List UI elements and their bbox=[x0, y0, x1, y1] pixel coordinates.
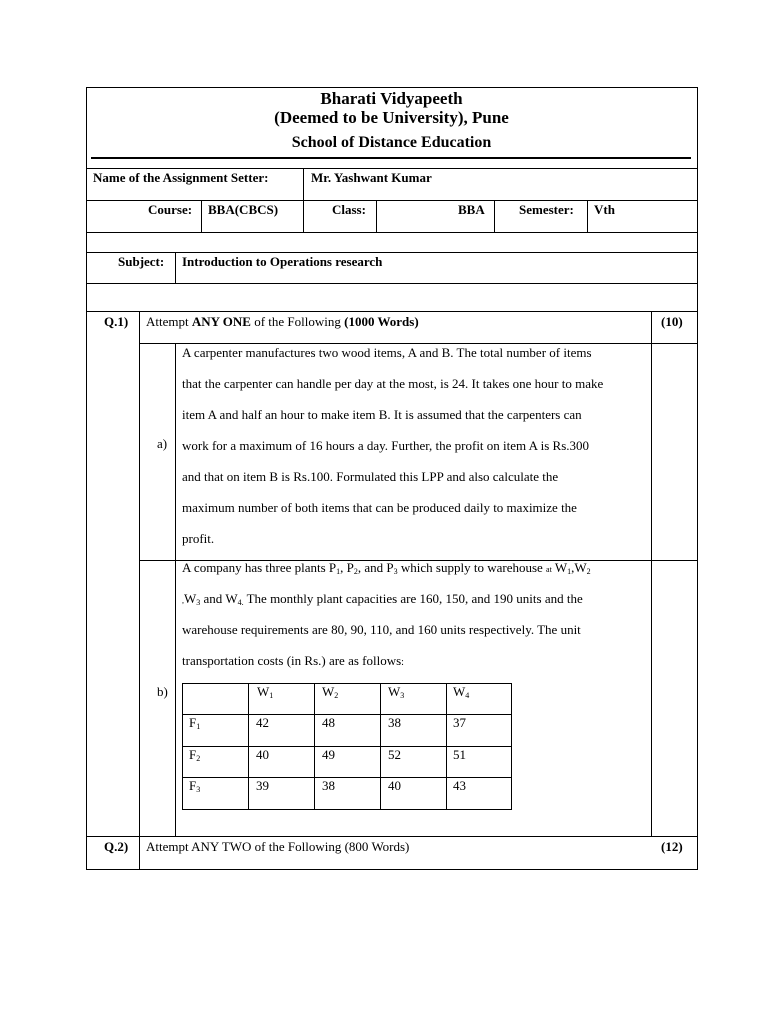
setter-label: Name of the Assignment Setter: bbox=[93, 170, 269, 185]
rule-course-v4 bbox=[587, 200, 588, 233]
q1a-label: a) bbox=[157, 436, 168, 451]
subject-label: Subject: bbox=[118, 254, 165, 269]
course-value: BBA(CBCS) bbox=[208, 202, 279, 217]
table-cell: 40 bbox=[388, 778, 401, 793]
table-cell: 38 bbox=[388, 715, 401, 730]
table-cell: 40 bbox=[256, 747, 269, 762]
semester-value: Vth bbox=[594, 202, 615, 217]
rule-qb-bottom bbox=[86, 836, 698, 837]
rule-header-bottom bbox=[86, 168, 698, 169]
q1-instruction-prefix: Attempt bbox=[146, 314, 192, 329]
table-row-label: $F_1$ bbox=[189, 715, 201, 731]
q2-number: Q.2) bbox=[104, 839, 129, 854]
q1-instruction-any: ANY ONE bbox=[191, 314, 251, 329]
q1b-line-2: $,W_3$ and $W_{4.}$ The monthly plant capacities are 160, 150, and 190 units and the bbox=[182, 591, 583, 607]
rule-blank2-bottom bbox=[86, 311, 698, 312]
table-cell: 43 bbox=[453, 778, 466, 793]
subject-value: Introduction to Operations research bbox=[182, 254, 383, 269]
table-cell: 38 bbox=[322, 778, 335, 793]
rule-subject-split bbox=[175, 252, 176, 284]
table-cell: 52 bbox=[388, 747, 401, 762]
q1-marks: (10) bbox=[661, 314, 683, 329]
frame-left bbox=[86, 87, 87, 870]
q1a-line: A carpenter manufactures two wood items, A and B. The total number of items bbox=[182, 345, 592, 360]
setter-name: Mr. Yashwant Kumar bbox=[311, 170, 432, 185]
q1a-line: that the carpenter can handle per day at the most, is 24. It takes one hour to make bbox=[182, 376, 604, 391]
table-cell: 48 bbox=[322, 715, 335, 730]
table-cell: 49 bbox=[322, 747, 335, 762]
semester-label: Semester: bbox=[519, 202, 574, 217]
class-label: Class: bbox=[332, 202, 366, 217]
q1b-line-4: transportation costs (in Rs.) are as follows: bbox=[182, 653, 404, 668]
cost-table-rule bbox=[314, 683, 315, 810]
institution-title: Bharati Vidyapeeth bbox=[320, 89, 463, 108]
table-header-cell: $W_1$ bbox=[257, 684, 274, 700]
q1-instruction bbox=[146, 314, 419, 330]
rule-blank1-bottom bbox=[86, 252, 698, 253]
rule-subject-bottom bbox=[86, 283, 698, 284]
cost-table bbox=[182, 683, 513, 810]
course-label: Course: bbox=[148, 202, 193, 217]
table-cell: 42 bbox=[256, 715, 269, 730]
rule-course-v3 bbox=[494, 200, 495, 233]
q1a-line: and that on item B is Rs.100. Formulated this LPP and also calculate the bbox=[182, 469, 559, 484]
table-cell: 51 bbox=[453, 747, 466, 762]
rule-sub-col bbox=[175, 343, 176, 837]
cost-table-rule bbox=[182, 809, 512, 810]
rule-setter-split bbox=[303, 168, 304, 233]
q1b-line-3: warehouse requirements are 80, 90, 110, and 160 units respectively. The unit bbox=[182, 622, 581, 637]
frame-right bbox=[697, 87, 698, 870]
q1a-line: maximum number of both items that can be produced daily to maximize the bbox=[182, 500, 577, 515]
rule-course-bottom bbox=[86, 232, 698, 233]
q1-instruction-words: (1000 Words) bbox=[344, 314, 419, 329]
cost-table-rule bbox=[182, 683, 183, 810]
header-rule bbox=[91, 157, 691, 159]
cost-table-rule bbox=[248, 683, 249, 810]
rule-setter-bottom bbox=[86, 200, 698, 201]
table-header-cell: $W_3$ bbox=[388, 684, 405, 700]
university-title: (Deemed to be University), Pune bbox=[274, 108, 509, 127]
rule-course-v2 bbox=[376, 200, 377, 233]
frame-bottom bbox=[86, 869, 698, 870]
table-cell: 39 bbox=[256, 778, 269, 793]
school-title: School of Distance Education bbox=[291, 134, 492, 151]
table-header-cell: $W_2$ bbox=[322, 684, 339, 700]
q1a-line: work for a maximum of 16 hours a day. Further, the profit on item A is Rs.300 bbox=[182, 438, 589, 453]
cost-table-rule bbox=[380, 683, 381, 810]
q2-marks: (12) bbox=[661, 839, 683, 854]
q1a-line: item A and half an hour to make item B. It is assumed that the carpenters can bbox=[182, 407, 582, 422]
table-row-label: $F_2$ bbox=[189, 747, 201, 763]
frame-top bbox=[86, 87, 698, 88]
table-header-cell: $W_4$ bbox=[453, 684, 470, 700]
q1-instruction-mid: of the Following bbox=[250, 314, 345, 329]
q2-instruction: Attempt ANY TWO of the Following (800 Words) bbox=[146, 839, 410, 854]
cost-table-rule bbox=[511, 683, 512, 810]
q1a-text bbox=[182, 337, 652, 554]
q1b-label: b) bbox=[157, 684, 168, 699]
q1a-line: profit. bbox=[182, 531, 215, 546]
rule-qnum-col bbox=[139, 311, 140, 870]
rule-course-v1 bbox=[201, 200, 202, 233]
q1b-line-1: A company has three plants $P_1$, $P_2$, and $P_3$ which supply to warehouse at $W_1,W_2$ bbox=[182, 560, 591, 576]
table-row-label: $F_3$ bbox=[189, 778, 201, 794]
table-cell: 37 bbox=[453, 715, 466, 730]
q1-number: Q.1) bbox=[104, 314, 129, 329]
class-value: BBA bbox=[458, 202, 485, 217]
cost-table-rule bbox=[446, 683, 447, 810]
